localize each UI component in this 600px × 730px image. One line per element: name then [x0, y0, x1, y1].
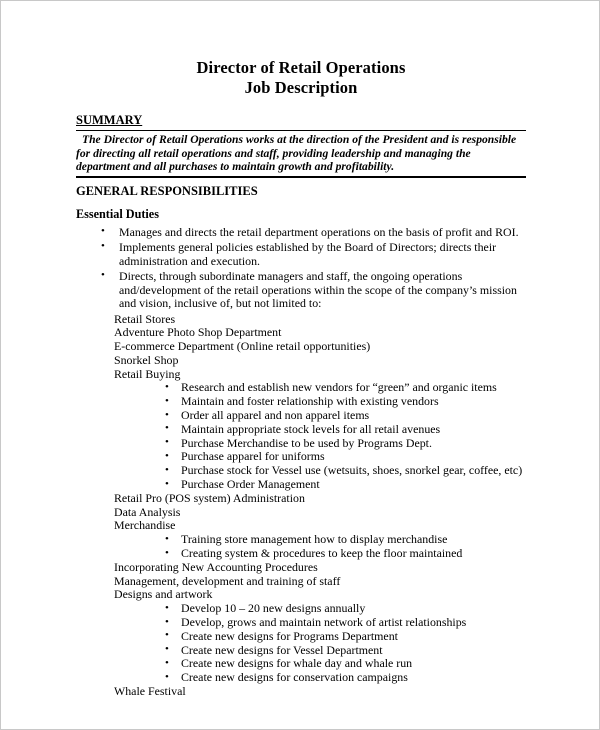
general-responsibilities-heading: GENERAL RESPONSIBILITIES: [76, 183, 258, 198]
summary-bottom-rule: [76, 176, 526, 178]
list-item: • Create new designs for Programs Department: [76, 630, 526, 644]
document-content: [76, 1, 526, 699]
list-item: • Develop 10 – 20 new designs annually: [76, 602, 526, 616]
list-item: • Creating system & procedures to keep the floor maintained: [76, 547, 526, 561]
list-item: • Implements general policies established by the Board of Directors; directs their administration and execution.: [76, 241, 526, 268]
summary-heading: SUMMARY: [76, 113, 143, 127]
list-item: • Training store management how to display merchandise: [76, 533, 526, 547]
scope-list-continued-a: [76, 492, 526, 533]
list-item: • Research and establish new vendors for “green” and organic items: [76, 381, 526, 395]
list-item: Adventure Photo Shop Department: [114, 325, 282, 340]
list-item: Management, development and training of staff: [114, 573, 341, 588]
list-item: • Create new designs for conservation campaigns: [76, 671, 526, 685]
scope-items-block: [76, 313, 526, 699]
essential-duties-list: [76, 226, 526, 311]
scope-list: [76, 313, 526, 382]
list-item: Data Analysis: [114, 504, 181, 519]
list-item: Merchandise: [114, 518, 176, 533]
merchandise-sublist: [76, 533, 526, 561]
list-item: • Directs, through subordinate managers and staff, the ongoing operations and/development of the retail operations within the scope of the company’s mission and vision, inclusive of, but not limited to:: [76, 270, 526, 311]
list-item: • Purchase Order Management: [76, 478, 526, 492]
list-item: Incorporating New Accounting Procedures: [114, 559, 318, 574]
list-item: • Create new designs for Vessel Department: [76, 644, 526, 658]
summary-paragraph: The Director of Retail Operations works at the direction of the President and is responsible for directing all retail operations and staff, providing leadership and managing the department and all purchases to maintain growth and profitability.: [76, 133, 517, 174]
list-item: • Manages and directs the retail department operations on the basis of profit and ROI.: [76, 226, 526, 240]
title-line-1: Director of Retail Operations: [196, 58, 406, 77]
list-item: • Maintain and foster relationship with existing vendors: [76, 395, 526, 409]
summary-section: [76, 111, 526, 178]
list-item: Designs and artwork: [114, 587, 213, 602]
summary-top-rule: [76, 130, 526, 131]
list-item: E-commerce Department (Online retail opportunities): [114, 339, 371, 354]
scope-list-continued-c: [76, 685, 526, 699]
designs-artwork-sublist: [76, 602, 526, 685]
list-item: Retail Stores: [114, 311, 176, 326]
list-item: • Purchase apparel for uniforms: [76, 450, 526, 464]
list-item: • Purchase stock for Vessel use (wetsuits, shoes, snorkel gear, coffee, etc): [76, 464, 526, 478]
essential-duties-heading: Essential Duties: [76, 206, 159, 221]
list-item: • Maintain appropriate stock levels for all retail avenues: [76, 423, 526, 437]
retail-buying-sublist: [76, 381, 526, 491]
summary-heading-row: [76, 111, 526, 129]
list-item: • Create new designs for whale day and whale run: [76, 657, 526, 671]
list-item: • Develop, grows and maintain network of artist relationships: [76, 616, 526, 630]
list-item: Retail Buying: [114, 366, 181, 381]
title-line-2: Job Description: [244, 78, 358, 97]
list-item: Snorkel Shop: [114, 352, 179, 367]
list-item: • Purchase Merchandise to be used by Programs Dept.: [76, 437, 526, 451]
list-item: Retail Pro (POS system) Administration: [114, 490, 305, 505]
list-item: • Order all apparel and non apparel items: [76, 409, 526, 423]
list-item: Whale Festival: [114, 684, 186, 699]
page-title: [76, 1, 526, 98]
scope-list-continued-b: [76, 561, 526, 602]
